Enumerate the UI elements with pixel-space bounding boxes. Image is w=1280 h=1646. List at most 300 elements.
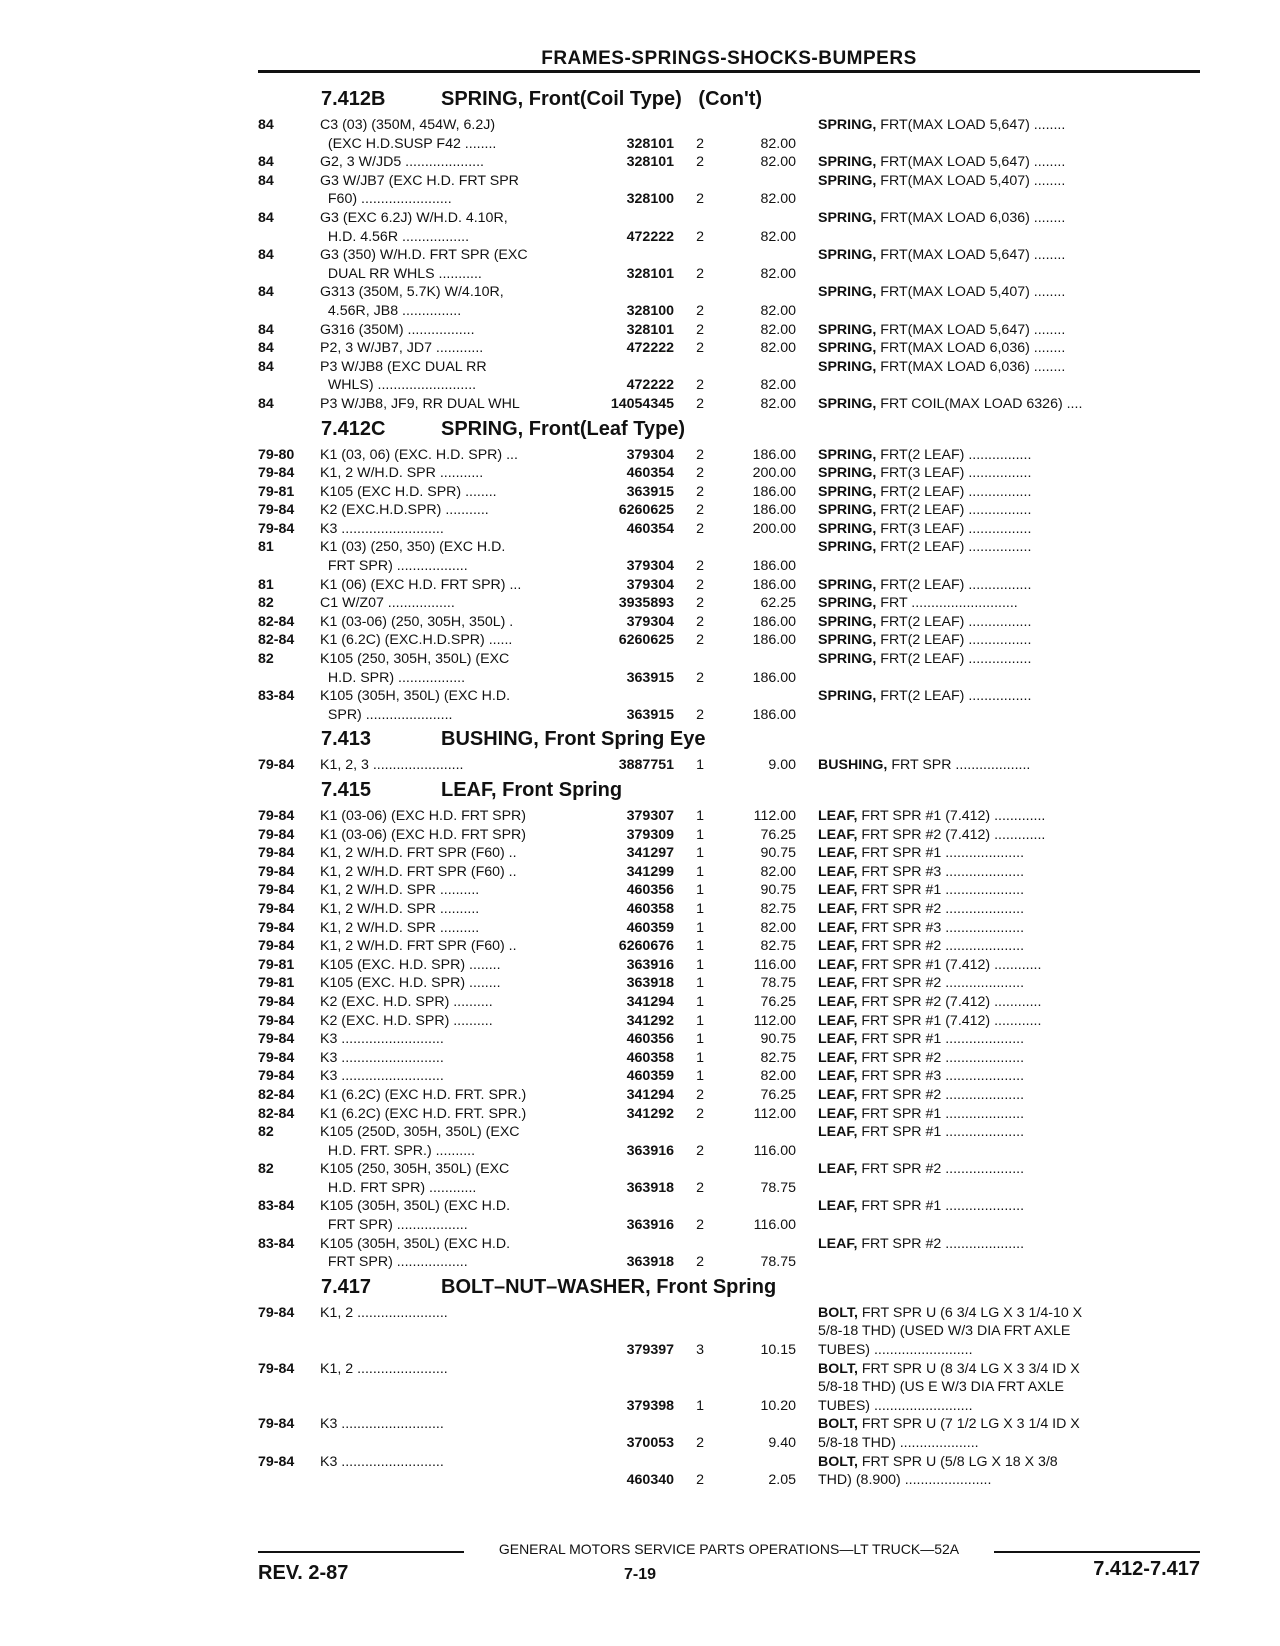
part-row — [258, 395, 1204, 414]
model-years: 79-84 — [258, 808, 295, 824]
part-row — [258, 1105, 1204, 1124]
description-text: FRT(MAX LOAD 6,036) ........ — [876, 340, 1066, 357]
application: K3 .......................... — [320, 1068, 444, 1085]
section-heading — [258, 414, 1204, 446]
model-years: 82-84 — [258, 613, 295, 630]
part-row — [258, 1197, 1204, 1234]
price: 82.00 — [760, 395, 796, 412]
part-row — [258, 687, 1204, 724]
quantity: 1 — [696, 845, 704, 862]
part-number: 341292 — [626, 1012, 674, 1029]
quantity: 2 — [696, 395, 704, 412]
part-number: 379304 — [626, 613, 674, 630]
model-years: 81 — [258, 539, 274, 556]
description-keyword: SPRING, — [818, 576, 877, 593]
price: 82.75 — [760, 900, 796, 917]
part-row — [258, 826, 1204, 845]
model-years: 79-81 — [258, 975, 295, 992]
description — [818, 1197, 1204, 1216]
section-heading — [258, 724, 1204, 756]
description — [818, 807, 1204, 826]
description-keyword: LEAF, — [818, 826, 858, 843]
part-number: 460356 — [626, 1031, 674, 1048]
description-keyword: SPRING, — [818, 395, 877, 412]
price: 186.00 — [752, 576, 796, 593]
description — [818, 538, 1204, 557]
application: K1, 2, 3 ....................... — [320, 757, 464, 774]
application: K1 (6.2C) (EXC H.D. FRT. SPR.) — [320, 1086, 527, 1103]
description-text: FRT SPR U (6 3/4 LG X 3 1/4-10 X 5/8-18 THD) (USED W/3 DIA FRT AXLE TUBES) ......................... — [818, 1304, 1083, 1359]
description-keyword: SPRING, — [818, 247, 877, 264]
page-header-title: FRAMES-SPRINGS-SHOCKS-BUMPERS — [541, 48, 917, 69]
price: 112.00 — [753, 1012, 796, 1029]
part-number: 379304 — [626, 446, 674, 463]
description-text: FRT SPR #2 (7.412) ............. — [857, 826, 1046, 843]
model-years: 84 — [258, 321, 274, 338]
model-years: 82 — [258, 651, 274, 668]
description-keyword: SPRING, — [818, 446, 877, 463]
description-text: FRT(3 LEAF) ................ — [876, 465, 1032, 482]
part-row — [258, 974, 1204, 993]
part-number: 363916 — [626, 1217, 674, 1234]
quantity: 1 — [696, 900, 704, 917]
quantity: 1 — [696, 938, 704, 955]
application: P3 W/JB8, JF9, RR DUAL WHL — [320, 395, 520, 412]
application: G316 (350M) ................. — [320, 321, 475, 338]
price: 62.25 — [760, 595, 796, 612]
price: 82.00 — [760, 919, 796, 936]
model-years: 79-80 — [258, 446, 295, 463]
application: K1 (03-06) (EXC H.D. FRT SPR) — [320, 826, 527, 843]
description-text: FRT SPR #2 .................... — [857, 938, 1025, 955]
price: 186.00 — [752, 558, 796, 575]
part-number: 460358 — [626, 1049, 674, 1066]
quantity: 2 — [696, 706, 704, 723]
part-number: 6260676 — [618, 938, 674, 955]
description — [818, 501, 1204, 520]
description — [818, 1360, 1204, 1416]
description — [818, 339, 1204, 358]
description — [818, 1049, 1204, 1068]
quantity: 1 — [696, 956, 704, 973]
description-keyword: SPRING, — [818, 117, 877, 133]
price: 78.75 — [760, 975, 796, 992]
quantity: 2 — [696, 483, 704, 500]
description — [818, 172, 1204, 191]
description — [818, 631, 1204, 650]
price: 186.00 — [752, 632, 796, 649]
description-keyword: LEAF, — [818, 1031, 858, 1048]
price: 186.00 — [752, 669, 796, 686]
description-keyword: BOLT, — [818, 1360, 858, 1377]
description-keyword: LEAF, — [818, 882, 858, 899]
description-text: FRT(MAX LOAD 5,647) ........ — [876, 117, 1066, 133]
part-row — [258, 1049, 1204, 1068]
application: C1 W/Z07 ................. — [320, 595, 455, 612]
part-row — [258, 650, 1204, 687]
description-keyword: BOLT, — [818, 1453, 858, 1470]
quantity: 2 — [696, 228, 704, 245]
quantity: 2 — [696, 520, 704, 537]
price: 186.00 — [752, 483, 796, 500]
application: K3 .......................... — [320, 1453, 444, 1470]
part-row — [258, 900, 1204, 919]
price: 82.00 — [760, 191, 796, 208]
header-rule — [258, 70, 1200, 73]
model-years: 79-84 — [258, 1012, 295, 1029]
part-number: 14054345 — [610, 395, 674, 412]
part-number: 328100 — [626, 191, 674, 208]
part-row — [258, 1304, 1204, 1360]
description-keyword: LEAF, — [818, 863, 858, 880]
description-keyword: SPRING, — [818, 358, 877, 375]
description-text: FRT SPR #1 .................... — [857, 882, 1025, 899]
description-text: FRT SPR #2 .................... — [857, 900, 1025, 917]
description — [818, 1030, 1204, 1049]
description-text: FRT SPR #3 .................... — [857, 863, 1025, 880]
description-text: FRT SPR #1 .................... — [857, 845, 1025, 862]
description-text: FRT SPR #2 .................... — [857, 1086, 1025, 1103]
part-row — [258, 501, 1204, 520]
part-number: 341294 — [626, 993, 674, 1010]
quantity: 2 — [696, 502, 704, 519]
description-keyword: LEAF, — [818, 938, 858, 955]
part-number: 363918 — [626, 975, 674, 992]
model-years: 83-84 — [258, 688, 295, 705]
application: K1 (03-06) (EXC H.D. FRT SPR) — [320, 808, 527, 824]
model-years: 79-84 — [258, 1068, 295, 1085]
description-text: FRT(MAX LOAD 6,036) ........ — [876, 209, 1066, 226]
part-row — [258, 209, 1204, 246]
section-heading — [258, 775, 1204, 807]
price: 116.00 — [753, 1217, 796, 1234]
part-row — [258, 464, 1204, 483]
part-row — [258, 116, 1204, 153]
description-keyword: LEAF, — [818, 1086, 858, 1103]
price: 10.15 — [760, 1342, 796, 1359]
quantity: 2 — [696, 613, 704, 630]
description-text: FRT SPR #3 .................... — [857, 1068, 1025, 1085]
application: K1, 2 ....................... — [320, 1360, 448, 1377]
part-number: 341294 — [626, 1086, 674, 1103]
model-years: 84 — [258, 247, 274, 264]
description-keyword: LEAF, — [818, 845, 858, 862]
application: G3 (350) W/H.D. FRT SPR (EXC DUAL RR WHLS ........... — [320, 247, 528, 282]
price: 76.25 — [760, 826, 796, 843]
description — [818, 687, 1204, 706]
quantity: 1 — [696, 882, 704, 899]
model-years: 84 — [258, 358, 274, 375]
price: 82.00 — [760, 340, 796, 357]
quantity: 2 — [696, 265, 704, 282]
application: K105 (EXC. H.D. SPR) ........ — [320, 975, 501, 992]
application: K1 (03-06) (250, 305H, 350L) . — [320, 613, 514, 630]
description — [818, 321, 1204, 340]
part-row — [258, 1067, 1204, 1086]
quantity: 2 — [696, 1179, 704, 1196]
description — [818, 1235, 1204, 1254]
part-row — [258, 881, 1204, 900]
part-row — [258, 576, 1204, 595]
model-years: 79-84 — [258, 757, 295, 774]
quantity: 2 — [696, 669, 704, 686]
part-row — [258, 446, 1204, 465]
application: K2 (EXC. H.D. SPR) .......... — [320, 993, 493, 1010]
description-keyword: LEAF, — [818, 975, 858, 992]
part-number: 460358 — [626, 900, 674, 917]
part-row — [258, 1453, 1204, 1490]
description-keyword: SPRING, — [818, 154, 877, 171]
application: C3 (03) (350M, 454W, 6.2J) (EXC H.D.SUSP F42 ........ — [320, 117, 497, 152]
application: K1, 2 W/H.D. SPR ........... — [320, 465, 484, 482]
part-row — [258, 1086, 1204, 1105]
application: G313 (350M, 5.7K) W/4.10R, 4.56R, JB8 ............... — [320, 284, 504, 319]
description-text: FRT SPR #2 .................... — [857, 975, 1025, 992]
quantity: 2 — [696, 558, 704, 575]
quantity: 2 — [696, 595, 704, 612]
application: G2, 3 W/JD5 .................... — [320, 154, 484, 171]
quantity: 1 — [696, 1068, 704, 1085]
part-number: 3935893 — [618, 595, 674, 612]
model-years: 79-84 — [258, 993, 295, 1010]
model-years: 79-84 — [258, 1304, 295, 1321]
application: K105 (EXC H.D. SPR) ........ — [320, 483, 497, 500]
description — [818, 613, 1204, 632]
description — [818, 395, 1204, 414]
part-number: 460354 — [626, 520, 674, 537]
part-number: 472222 — [626, 228, 674, 245]
description-keyword: BOLT, — [818, 1416, 858, 1433]
quantity: 1 — [696, 1397, 704, 1414]
price: 116.00 — [753, 956, 796, 973]
description — [818, 576, 1204, 595]
description — [818, 937, 1204, 956]
description-text: FRT(2 LEAF) ................ — [876, 539, 1032, 556]
part-row — [258, 613, 1204, 632]
part-number: 341297 — [626, 845, 674, 862]
description-text: FRT(MAX LOAD 5,407) ........ — [876, 284, 1066, 301]
description-text: FRT SPR #2 .................... — [857, 1235, 1025, 1252]
model-years: 79-84 — [258, 520, 295, 537]
description-text: FRT SPR #1 (7.412) ............ — [857, 956, 1042, 973]
section-heading — [258, 84, 1204, 116]
part-row — [258, 937, 1204, 956]
model-years: 82-84 — [258, 632, 295, 649]
part-row — [258, 1235, 1204, 1272]
description — [818, 863, 1204, 882]
description — [818, 1012, 1204, 1031]
part-number: 379398 — [626, 1397, 674, 1414]
quantity: 2 — [696, 1435, 704, 1451]
model-years: 83-84 — [258, 1198, 295, 1215]
model-years: 82-84 — [258, 1086, 295, 1103]
description-text: FRT(3 LEAF) ................ — [876, 520, 1032, 537]
description-text: FRT(2 LEAF) ................ — [876, 688, 1032, 705]
part-row — [258, 919, 1204, 938]
description-keyword: LEAF, — [818, 1068, 858, 1085]
description-keyword: LEAF, — [818, 956, 858, 973]
description — [818, 116, 1204, 135]
description-keyword: SPRING, — [818, 465, 877, 482]
description-text: FRT SPR #2 .................... — [857, 1049, 1025, 1066]
description-text: FRT(MAX LOAD 5,647) ........ — [876, 321, 1066, 338]
part-row — [258, 993, 1204, 1012]
part-row — [258, 594, 1204, 613]
description — [818, 956, 1204, 975]
section-number: 7.417 — [321, 1275, 372, 1298]
description-keyword: SPRING, — [818, 651, 877, 668]
description — [818, 650, 1204, 669]
price: 186.00 — [752, 446, 796, 463]
description-keyword: LEAF, — [818, 919, 858, 936]
part-row — [258, 283, 1204, 320]
price: 90.75 — [760, 1031, 796, 1048]
description-text: FRT SPR U (5/8 LG X 18 X 3/8 THD) (8.900) ...................... — [818, 1453, 1058, 1489]
price: 9.40 — [768, 1435, 796, 1451]
quantity: 1 — [696, 919, 704, 936]
price: 78.75 — [760, 1179, 796, 1196]
footer-publisher: GENERAL MOTORS SERVICE PARTS OPERATIONS—LT TRUCK—52A — [498, 1541, 960, 1557]
description-keyword: LEAF, — [818, 1198, 858, 1215]
section-number: 7.412C — [321, 417, 386, 440]
model-years: 84 — [258, 284, 274, 301]
description — [818, 1415, 1204, 1452]
description — [818, 974, 1204, 993]
section-title: BOLT–NUT–WASHER, Front Spring — [441, 1275, 777, 1298]
price: 82.00 — [760, 321, 796, 338]
price: 76.25 — [760, 993, 796, 1010]
description — [818, 1160, 1204, 1179]
price: 112.00 — [753, 808, 796, 824]
model-years: 79-84 — [258, 863, 295, 880]
description — [818, 844, 1204, 863]
price: 82.75 — [760, 1049, 796, 1066]
quantity: 2 — [696, 632, 704, 649]
quantity: 2 — [696, 1472, 704, 1489]
application: P3 W/JB8 (EXC DUAL RR WHLS) ......................... — [320, 358, 487, 394]
description-keyword: SPRING, — [818, 340, 877, 357]
section-title: LEAF, Front Spring — [441, 779, 623, 801]
model-years: 79-84 — [258, 465, 295, 482]
price: 186.00 — [752, 706, 796, 723]
description-text: FRT(2 LEAF) ................ — [876, 613, 1032, 630]
description-keyword: BUSHING, — [818, 757, 888, 774]
price: 116.00 — [753, 1142, 796, 1159]
description-text: FRT SPR #3 .................... — [857, 919, 1025, 936]
description-keyword: LEAF, — [818, 1124, 858, 1141]
description-text: FRT(MAX LOAD 6,036) ........ — [876, 358, 1066, 375]
price: 82.00 — [760, 135, 796, 152]
application: G3 W/JB7 (EXC H.D. FRT SPR F60) ....................... — [320, 172, 519, 208]
description — [818, 919, 1204, 938]
application: G3 (EXC 6.2J) W/H.D. 4.10R, H.D. 4.56R ................. — [320, 209, 508, 245]
part-row — [258, 956, 1204, 975]
price: 82.00 — [760, 265, 796, 282]
part-number: 379397 — [626, 1342, 674, 1359]
description-text: FRT SPR #1 .................... — [857, 1124, 1025, 1141]
quantity: 2 — [696, 1142, 704, 1159]
model-years: 79-84 — [258, 938, 295, 955]
part-number: 472222 — [626, 377, 674, 394]
part-number: 328100 — [626, 302, 674, 319]
description — [818, 756, 1204, 775]
part-number: 328101 — [626, 321, 674, 338]
quantity: 1 — [696, 1012, 704, 1029]
price: 82.75 — [760, 938, 796, 955]
model-years: 79-84 — [258, 826, 295, 843]
model-years: 79-84 — [258, 845, 295, 862]
description-keyword: SPRING, — [818, 321, 877, 338]
description — [818, 446, 1204, 465]
application: K1 (6.2C) (EXC.H.D.SPR) ...... — [320, 632, 513, 649]
part-number: 328101 — [626, 154, 674, 171]
description — [818, 993, 1204, 1012]
description — [818, 594, 1204, 613]
description-keyword: SPRING, — [818, 502, 877, 519]
description-text: FRT SPR #1 (7.412) ............. — [857, 808, 1046, 824]
application: K1, 2 W/H.D. FRT SPR (F60) .. — [320, 863, 517, 880]
application: K3 .......................... — [320, 1049, 444, 1066]
quantity: 2 — [696, 135, 704, 152]
quantity: 2 — [696, 576, 704, 593]
application: K1 (03) (250, 350) (EXC H.D. FRT SPR) .................. — [320, 539, 506, 575]
application: K105 (EXC. H.D. SPR) ........ — [320, 956, 501, 973]
part-row — [258, 1415, 1204, 1452]
price: 112.00 — [753, 1105, 796, 1122]
description-keyword: LEAF, — [818, 993, 858, 1010]
price: 186.00 — [752, 502, 796, 519]
model-years: 79-84 — [258, 1049, 295, 1066]
page-number: 7-19 — [623, 1566, 657, 1583]
quantity: 2 — [696, 465, 704, 482]
price: 90.75 — [760, 845, 796, 862]
model-years: 79-81 — [258, 956, 295, 973]
section-number: 7.415 — [321, 779, 372, 801]
description-text: FRT SPR #1 .................... — [857, 1198, 1025, 1215]
description-keyword: SPRING, — [818, 172, 877, 189]
part-number: 472222 — [626, 340, 674, 357]
description — [818, 358, 1204, 377]
price: 10.20 — [760, 1397, 796, 1414]
part-number: 460340 — [626, 1472, 674, 1489]
description — [818, 826, 1204, 845]
application: K3 .......................... — [320, 520, 444, 537]
application: K105 (305H, 350L) (EXC H.D. FRT SPR) .................. — [320, 1235, 511, 1271]
description-text: FRT ........................... — [876, 595, 1018, 612]
part-number: 341299 — [626, 863, 674, 880]
quantity: 2 — [696, 1086, 704, 1103]
quantity: 2 — [696, 154, 704, 171]
application: K2 (EXC. H.D. SPR) .......... — [320, 1012, 493, 1029]
application: P2, 3 W/JB7, JD7 ............ — [320, 340, 484, 357]
section-range: 7.412-7.417 — [1093, 1558, 1200, 1580]
quantity: 2 — [696, 377, 704, 394]
part-number: 328101 — [626, 265, 674, 282]
description-keyword: SPRING, — [818, 284, 877, 301]
description-text: FRT(2 LEAF) ................ — [876, 502, 1032, 519]
description — [818, 209, 1204, 228]
description-keyword: SPRING, — [818, 632, 877, 649]
application: K1, 2 ....................... — [320, 1304, 448, 1321]
section-number: 7.413 — [321, 728, 372, 751]
description-keyword: SPRING, — [818, 209, 877, 226]
model-years: 79-84 — [258, 900, 295, 917]
part-number: 460356 — [626, 882, 674, 899]
part-number: 3887751 — [618, 757, 674, 774]
quantity: 1 — [696, 1031, 704, 1048]
description — [818, 900, 1204, 919]
application: K105 (305H, 350L) (EXC H.D. SPR) ...................... — [320, 688, 511, 723]
